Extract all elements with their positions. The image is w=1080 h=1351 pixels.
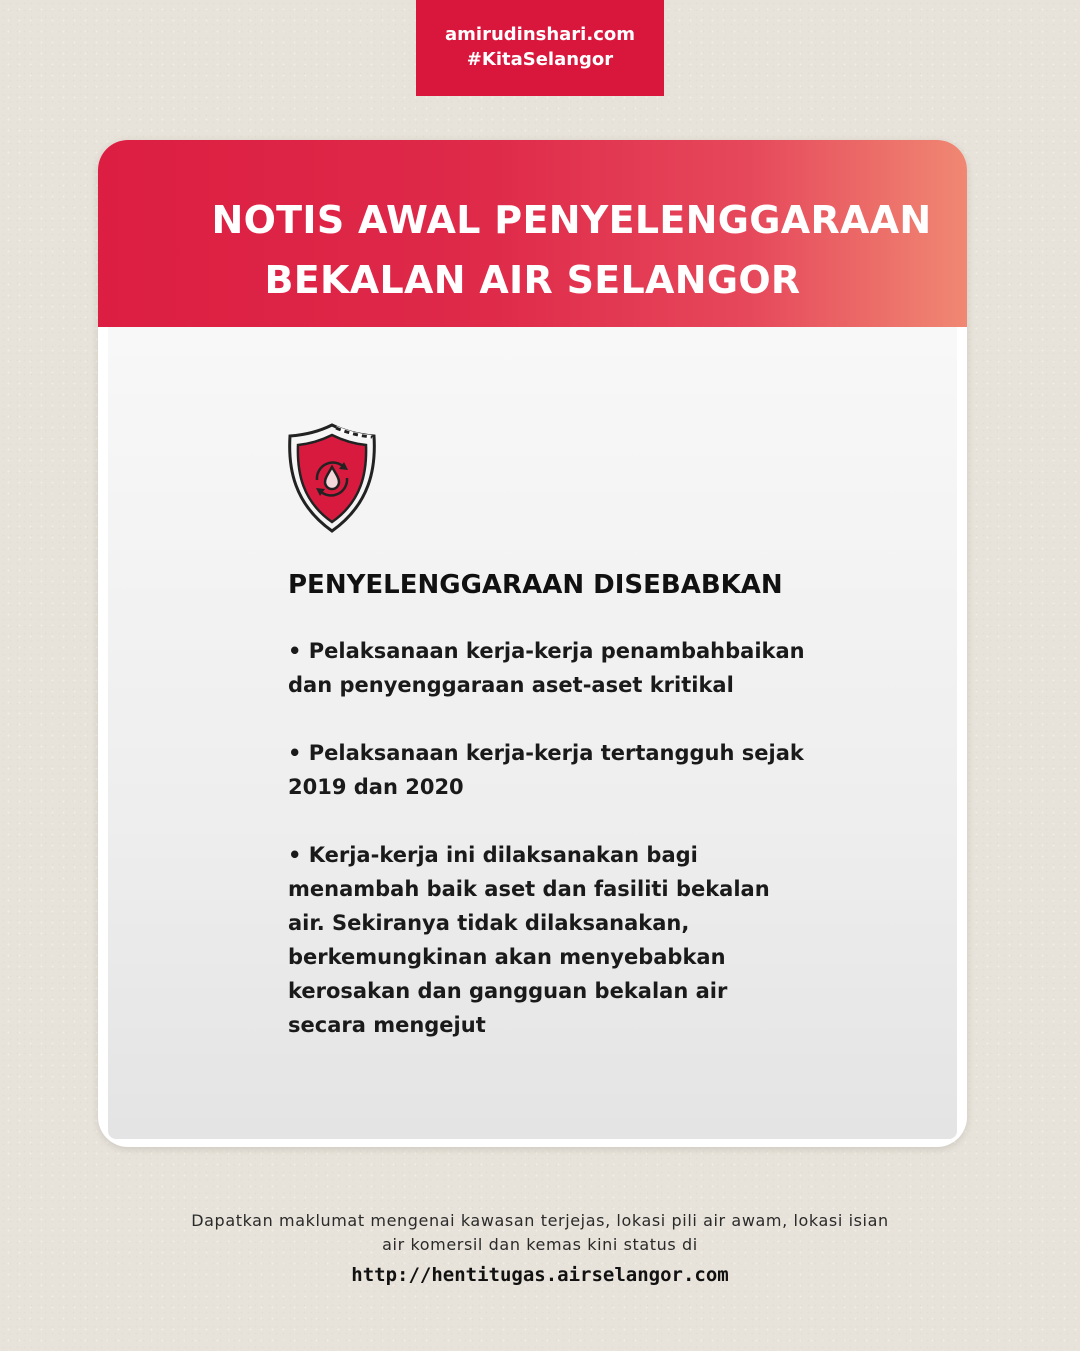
reason-list <box>288 634 808 1076</box>
shield-water-drop-icon <box>286 422 378 534</box>
card-header <box>98 140 967 327</box>
list-item: • Pelaksanaan kerja-kerja penambahbaikan dan penyenggaraan aset-aset kritikal <box>288 639 805 697</box>
brand-badge <box>416 0 664 96</box>
list-item: • Kerja-kerja ini dilaksanakan bagi menambah baik aset dan fasiliti bekalan air. Sekiranya tidak dilaksanakan, berkemungkinan akan menyebabkan kerosakan dan gangguan bekalan air secara mengejut <box>288 843 770 1037</box>
page-title-line1: NOTIS AWAL PENYELENGGARAAN <box>211 198 932 242</box>
hashtag-label: #KitaSelangor <box>466 49 614 70</box>
section-title: PENYELENGGARAAN DISEBABKAN <box>288 570 783 600</box>
list-item: • Pelaksanaan kerja-kerja tertangguh sejak 2019 dan 2020 <box>288 741 804 799</box>
footer-link[interactable]: http://hentitugas.airselangor.com <box>351 1264 729 1286</box>
page-title-line2: BEKALAN AIR SELANGOR <box>264 258 801 302</box>
website-label: amirudinshari.com <box>445 24 635 45</box>
footer-info: Dapatkan maklumat mengenai kawasan terjejas, lokasi pili air awam, lokasi isian air komersil dan kemas kini status di <box>191 1211 889 1254</box>
